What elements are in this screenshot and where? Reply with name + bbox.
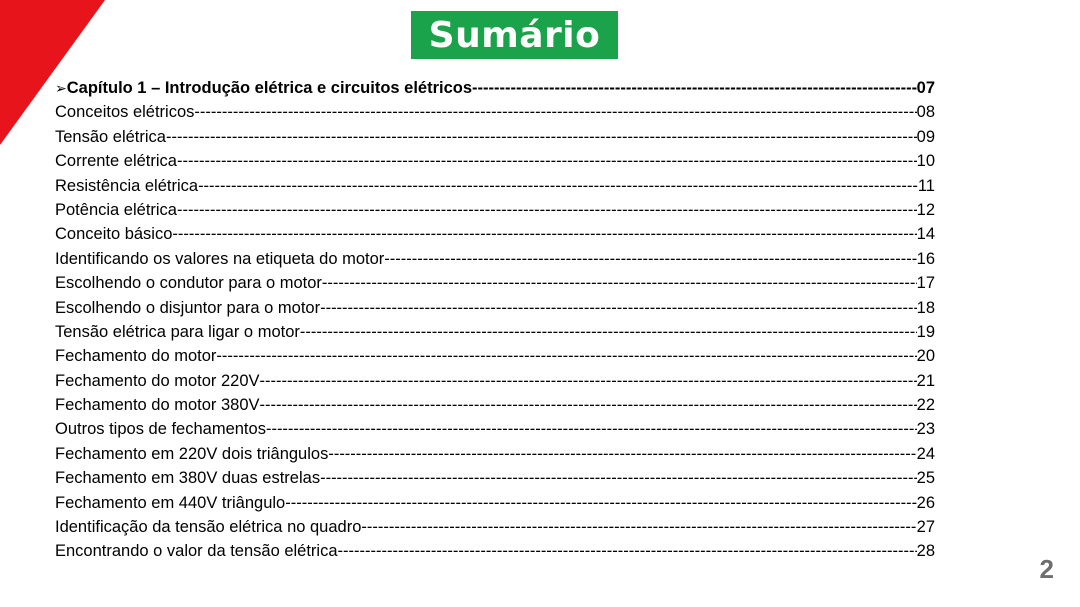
- arrow-bullet-icon: ➢: [55, 80, 67, 96]
- toc-entry[interactable]: [55, 515, 935, 539]
- dot-leader: [260, 369, 917, 393]
- toc-entry-label: Resistência elétrica: [55, 176, 199, 195]
- dot-leader: [266, 417, 917, 441]
- dot-leader: [322, 271, 917, 295]
- toc-entry-label: Potência elétrica: [55, 200, 177, 219]
- toc-entry[interactable]: [55, 539, 935, 563]
- toc-entry-page: 26: [916, 493, 935, 512]
- toc-entry-page: 17: [916, 274, 935, 293]
- dot-leader: [384, 247, 916, 271]
- dot-leader: [194, 100, 916, 124]
- toc-entry[interactable]: [55, 491, 935, 515]
- toc-entry[interactable]: [55, 247, 935, 271]
- toc-entry-label: Tensão elétrica: [55, 127, 166, 146]
- toc-entry-page: 24: [916, 444, 935, 463]
- toc-entry-page: 09: [916, 127, 935, 146]
- dot-leader: [260, 393, 917, 417]
- toc-entry-label: Fechamento do motor 220V: [55, 371, 260, 390]
- toc-entry[interactable]: [55, 198, 935, 222]
- toc-entry-page: 28: [916, 542, 935, 561]
- dot-leader: [177, 149, 917, 173]
- toc-entry-label: Identificação da tensão elétrica no quadro: [55, 518, 362, 537]
- toc-entry[interactable]: [55, 466, 935, 490]
- toc-entry-label: Fechamento em 440V triângulo: [55, 493, 286, 512]
- toc-entry-page: 18: [916, 298, 935, 317]
- toc-entry-label: Outros tipos de fechamentos: [55, 420, 266, 439]
- toc-entry-label: Corrente elétrica: [55, 152, 177, 171]
- toc-entry-page: 27: [916, 518, 935, 537]
- toc-entry[interactable]: [55, 296, 935, 320]
- toc-entry-page: 22: [916, 396, 935, 415]
- dot-leader: [361, 515, 916, 539]
- toc-entry-label: Identificando os valores na etiqueta do motor: [55, 249, 385, 268]
- toc-entry-label: Fechamento do motor 380V: [55, 396, 260, 415]
- toc-entry-page: 12: [916, 200, 935, 219]
- dot-leader: [320, 466, 917, 490]
- toc-entry-label: Capítulo 1 – Introdução elétrica e circuitos elétricos: [66, 79, 473, 97]
- toc-entry-page: 10: [916, 152, 935, 171]
- toc-entry-page: 25: [916, 469, 935, 488]
- toc-entry[interactable]: [55, 369, 935, 393]
- toc-entry[interactable]: [55, 174, 935, 198]
- toc-entry-page: 16: [916, 249, 935, 268]
- toc-entry[interactable]: [55, 417, 935, 441]
- toc-entry-label: Fechamento do motor: [55, 347, 217, 366]
- toc-entry-label: Fechamento em 380V duas estrelas: [55, 469, 321, 488]
- toc-entry-page: 23: [916, 420, 935, 439]
- toc-entry[interactable]: [55, 320, 935, 344]
- toc-entry-page: 20: [916, 347, 935, 366]
- toc-entry[interactable]: [55, 100, 935, 124]
- toc-entry-label: Conceitos elétricos: [55, 103, 195, 122]
- dot-leader: [328, 442, 916, 466]
- toc-entry[interactable]: [55, 344, 935, 368]
- toc-entry-label: Tensão elétrica para ligar o motor: [55, 322, 300, 341]
- toc-entry-label: Escolhendo o condutor para o motor: [55, 274, 322, 293]
- toc-entry-label: Fechamento em 220V dois triângulos: [55, 444, 329, 463]
- table-of-contents: [55, 76, 935, 564]
- toc-entry-page: 11: [917, 176, 935, 195]
- toc-entry[interactable]: [55, 442, 935, 466]
- dot-leader: [472, 76, 917, 100]
- toc-entry[interactable]: [55, 149, 935, 173]
- slide-number: 2: [1039, 554, 1054, 584]
- toc-entry[interactable]: [55, 393, 935, 417]
- dot-leader: [216, 344, 916, 368]
- page-title: Sumário: [411, 11, 618, 59]
- dot-leader: [172, 222, 916, 246]
- toc-entry[interactable]: [55, 222, 935, 246]
- dot-leader: [338, 539, 917, 563]
- toc-entry-page: 21: [916, 371, 935, 390]
- toc-entry[interactable]: [55, 125, 935, 149]
- dot-leader: [166, 125, 917, 149]
- dot-leader: [198, 174, 918, 198]
- toc-entry-page: 08: [916, 103, 935, 122]
- dot-leader: [177, 198, 917, 222]
- toc-entry-page: 07: [916, 79, 935, 97]
- toc-entry-label: Conceito básico: [55, 225, 173, 244]
- dot-leader: [320, 296, 917, 320]
- toc-chapter-entry[interactable]: [55, 76, 935, 100]
- toc-entry-label: Escolhendo o disjuntor para o motor: [55, 298, 321, 317]
- toc-entry[interactable]: [55, 271, 935, 295]
- dot-leader: [300, 320, 917, 344]
- toc-entry-page: 14: [916, 225, 935, 244]
- toc-entry-page: 19: [916, 322, 935, 341]
- toc-entry-label: Encontrando o valor da tensão elétrica: [55, 542, 338, 561]
- dot-leader: [285, 491, 916, 515]
